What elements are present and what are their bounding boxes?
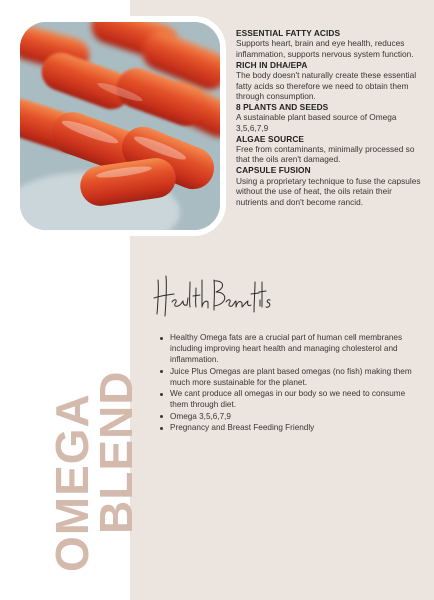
section-heading: ESSENTIAL FATTY ACIDS xyxy=(236,28,341,38)
section-body: Free from contaminants, minimally processed so that the oils aren't damaged. xyxy=(236,143,415,165)
section-body: Supports heart, brain and eye health, reduces inflammation, supports nervous system function. xyxy=(236,38,414,59)
omega-capsules-photo xyxy=(20,22,220,230)
section-heading: RICH IN DHA/EPA xyxy=(236,59,308,70)
list-item: Juice Plus Omegas are plant based omegas (no fish) making them much more sustainable for the planet. xyxy=(160,366,422,388)
title-line-2: BLEND xyxy=(90,370,142,534)
title-line-1: OMEGA xyxy=(46,393,98,572)
section-heading: CAPSULE FUSION xyxy=(236,165,311,176)
list-item: Pregnancy and Breast Feeding Friendly xyxy=(160,422,422,433)
benefits-list xyxy=(160,332,422,434)
health-benefits-script-heading xyxy=(152,272,272,318)
section-heading: ALGAE SOURCE xyxy=(236,133,305,144)
section-body: The body doesn't naturally create these essential fatty acids so therefore we need to obtain them through consumption. xyxy=(236,70,417,101)
product-info xyxy=(236,28,422,207)
section-body: A sustainable plant based source of Omega 3,5,6,7,9 xyxy=(236,112,397,133)
list-item: Omega 3,5,6,7,9 xyxy=(160,411,422,422)
list-item: Healthy Omega fats are a crucial part of human cell membranes including improving heart health and managing cholesterol and inflammation. xyxy=(160,332,422,365)
omega-blend-title xyxy=(46,370,142,572)
list-item: We cant produce all omegas in our body so we need to consume them through diet. xyxy=(160,388,422,410)
section-heading: 8 PLANTS AND SEEDS xyxy=(236,101,329,112)
section-body: Using a proprietary technique to fuse the capsules without the use of heat, the oils retain their nutrients and don't become rancid. xyxy=(236,175,421,207)
